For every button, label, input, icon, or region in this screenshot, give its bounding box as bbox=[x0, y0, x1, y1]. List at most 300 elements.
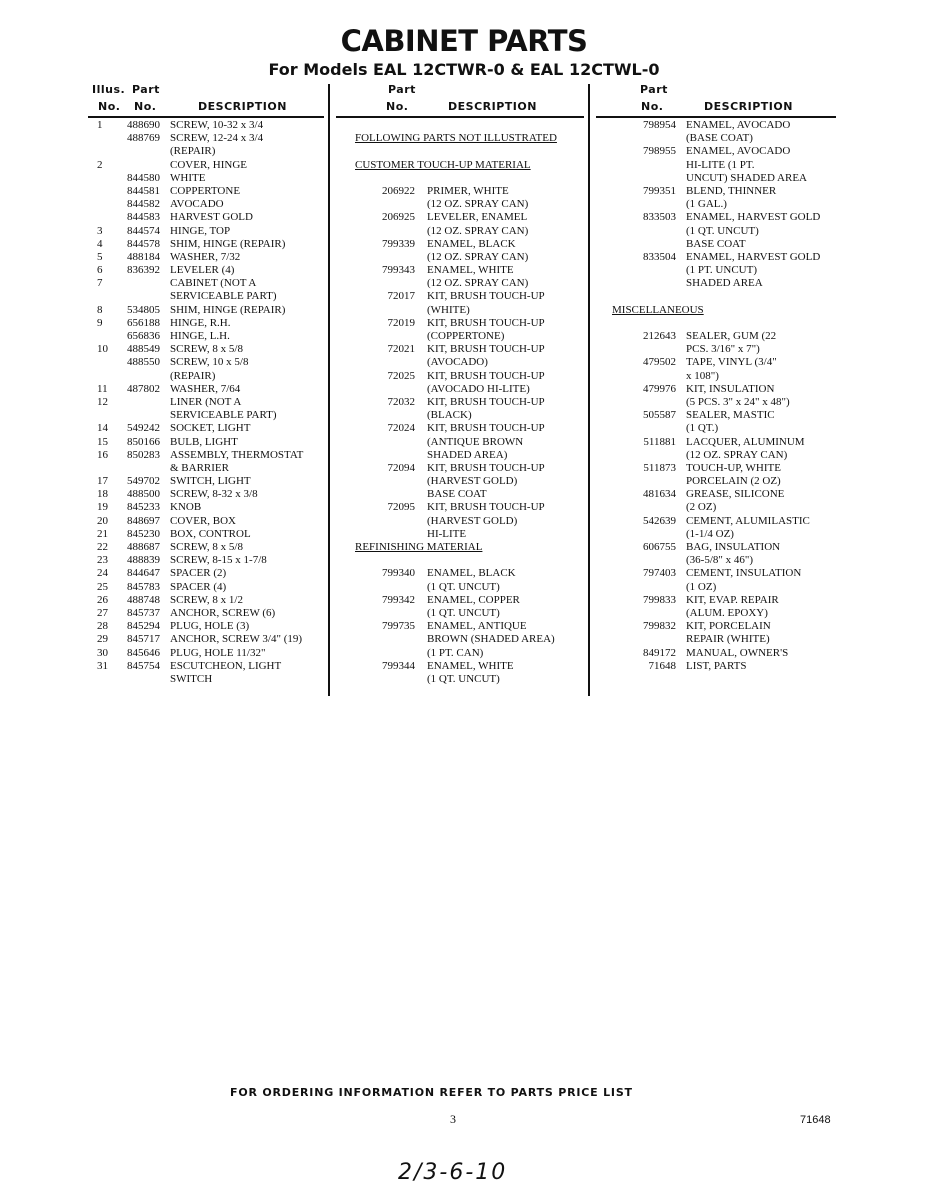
part-number: 72094 bbox=[387, 461, 415, 474]
part-row-continuation bbox=[330, 277, 588, 290]
part-row bbox=[0, 225, 328, 238]
illus-header-top: Illus. bbox=[92, 83, 126, 96]
part-description: (HARVEST GOLD) bbox=[427, 514, 518, 527]
part-row bbox=[0, 238, 328, 251]
part-number: 797403 bbox=[643, 567, 676, 580]
part-row bbox=[330, 462, 588, 475]
part-description: (1 PT. UNCUT) bbox=[686, 264, 757, 277]
part-number: 72017 bbox=[387, 290, 415, 303]
part-description: ENAMEL, HARVEST GOLD bbox=[686, 250, 821, 263]
document-code: 71648 bbox=[800, 1114, 831, 1126]
part-description: (1 GAL.) bbox=[686, 198, 727, 211]
part-description: ENAMEL, BLACK bbox=[427, 567, 516, 580]
part-row bbox=[0, 119, 328, 132]
part-description: WASHER, 7/32 bbox=[170, 250, 241, 263]
part-row bbox=[0, 554, 328, 567]
part-description: CEMENT, INSULATION bbox=[686, 567, 802, 580]
part-description: (5 PCS. 3" x 24" x 48") bbox=[686, 395, 790, 408]
part-row bbox=[330, 317, 588, 330]
part-number: 848697 bbox=[127, 514, 160, 527]
part-row-continuation bbox=[590, 475, 840, 488]
part-description: KIT, BRUSH TOUCH-UP bbox=[427, 422, 545, 435]
part-row bbox=[0, 251, 328, 264]
part-description: SEALER, MASTIC bbox=[686, 409, 775, 422]
part-number: 844574 bbox=[127, 224, 160, 237]
part-row bbox=[0, 594, 328, 607]
part-description: & BARRIER bbox=[170, 461, 229, 474]
illus-number: 6 bbox=[97, 264, 103, 277]
part-row-continuation bbox=[330, 409, 588, 422]
ordering-footer: FOR ORDERING INFORMATION REFER TO PARTS PRICE LIST bbox=[230, 1086, 633, 1099]
part-row bbox=[590, 515, 840, 528]
part-description: (BLACK) bbox=[427, 409, 472, 422]
part-number: 836392 bbox=[127, 264, 160, 277]
part-row bbox=[330, 594, 588, 607]
part-description: REPAIR (WHITE) bbox=[686, 633, 770, 646]
part-number: 479502 bbox=[643, 356, 676, 369]
part-number: 488550 bbox=[127, 356, 160, 369]
part-row bbox=[330, 501, 588, 514]
part-description: HARVEST GOLD bbox=[170, 211, 253, 224]
part-number: 488839 bbox=[127, 554, 160, 567]
part-row bbox=[330, 370, 588, 383]
part-description: WHITE bbox=[170, 171, 206, 184]
parts-column-1 bbox=[0, 119, 328, 686]
part-description: (COPPERTONE) bbox=[427, 330, 505, 342]
part-description: BROWN (SHADED AREA) bbox=[427, 633, 555, 646]
part-row-continuation bbox=[330, 581, 588, 594]
part-number: 487802 bbox=[127, 382, 160, 395]
part-description: ENAMEL, BLACK bbox=[427, 237, 516, 250]
part-row bbox=[0, 449, 328, 462]
part-number: 212643 bbox=[643, 330, 676, 342]
handwritten-note: 2/3-6-10 bbox=[398, 1160, 508, 1185]
illus-number: 15 bbox=[97, 435, 108, 448]
part-row bbox=[590, 356, 840, 369]
part-description: (12 OZ. SPRAY CAN) bbox=[427, 250, 529, 263]
part-header-top: Part bbox=[640, 83, 668, 96]
part-description: LACQUER, ALUMINUM bbox=[686, 435, 805, 448]
part-row bbox=[0, 660, 328, 673]
part-description: ENAMEL, HARVEST GOLD bbox=[686, 211, 821, 224]
illus-number: 23 bbox=[97, 554, 108, 567]
part-description: SCREW, 8 x 1/2 bbox=[170, 593, 243, 606]
part-row bbox=[0, 330, 328, 343]
section-heading-text: MISCELLANEOUS bbox=[612, 303, 704, 316]
part-description: (1 OZ) bbox=[686, 580, 717, 593]
part-row bbox=[0, 488, 328, 501]
part-description: PRIMER, WHITE bbox=[427, 184, 509, 197]
part-row bbox=[590, 620, 840, 633]
part-description: KIT, BRUSH TOUCH-UP bbox=[427, 343, 545, 356]
part-description: (HARVEST GOLD) bbox=[427, 475, 518, 488]
illus-number: 24 bbox=[97, 567, 108, 580]
part-number: 844647 bbox=[127, 567, 160, 580]
illus-number: 27 bbox=[97, 606, 108, 619]
part-row bbox=[590, 409, 840, 422]
part-row bbox=[590, 594, 840, 607]
description-header: DESCRIPTION bbox=[704, 100, 793, 113]
illus-number: 20 bbox=[97, 514, 108, 527]
part-number: 488748 bbox=[127, 593, 160, 606]
part-description: SEALER, GUM (22 bbox=[686, 330, 777, 342]
part-row-continuation bbox=[330, 198, 588, 211]
header-rule bbox=[596, 116, 836, 118]
header-rule bbox=[88, 116, 324, 118]
part-row-continuation bbox=[330, 436, 588, 449]
part-description: (36-5/8" x 46") bbox=[686, 554, 754, 567]
illus-number: 2 bbox=[97, 158, 103, 171]
part-row-continuation bbox=[330, 356, 588, 369]
part-row-continuation bbox=[590, 198, 840, 211]
part-row bbox=[0, 198, 328, 211]
part-description: HINGE, R.H. bbox=[170, 316, 231, 329]
part-row-continuation bbox=[0, 462, 328, 475]
illus-number: 26 bbox=[97, 593, 108, 606]
illus-number: 19 bbox=[97, 501, 108, 514]
illus-number: 25 bbox=[97, 580, 108, 593]
illus-number: 31 bbox=[97, 659, 108, 672]
part-row-continuation bbox=[590, 159, 840, 172]
part-description: BASE COAT bbox=[686, 237, 746, 250]
part-description: LEVELER (4) bbox=[170, 264, 235, 277]
part-description: (12 OZ. SPRAY CAN) bbox=[427, 198, 529, 211]
part-number: 799351 bbox=[643, 184, 676, 197]
part-header-bottom: No. bbox=[641, 100, 664, 113]
part-number: 799340 bbox=[382, 567, 415, 580]
part-row bbox=[0, 607, 328, 620]
part-number: 488549 bbox=[127, 343, 160, 356]
part-row bbox=[0, 475, 328, 488]
part-description: KIT, BRUSH TOUCH-UP bbox=[427, 316, 545, 329]
illus-number: 11 bbox=[97, 382, 108, 395]
part-row-continuation bbox=[330, 673, 588, 686]
part-description: SOCKET, LIGHT bbox=[170, 422, 251, 435]
part-number: 479976 bbox=[643, 382, 676, 395]
part-number: 845783 bbox=[127, 580, 160, 593]
part-row bbox=[0, 132, 328, 145]
part-number: 488690 bbox=[127, 119, 160, 131]
part-number: 488184 bbox=[127, 250, 160, 263]
part-description: SPACER (4) bbox=[170, 580, 227, 593]
part-row bbox=[0, 317, 328, 330]
part-description: KIT, BRUSH TOUCH-UP bbox=[427, 290, 545, 303]
part-row bbox=[590, 436, 840, 449]
part-number: 511873 bbox=[643, 461, 676, 474]
part-row bbox=[0, 304, 328, 317]
part-description: (1-1/4 OZ) bbox=[686, 527, 734, 540]
part-row bbox=[330, 211, 588, 224]
part-row-continuation bbox=[330, 515, 588, 528]
part-row bbox=[330, 660, 588, 673]
part-row bbox=[0, 633, 328, 646]
part-row bbox=[590, 488, 840, 501]
part-number: 72024 bbox=[387, 422, 415, 435]
part-header-top: Part bbox=[388, 83, 416, 96]
spacer bbox=[330, 119, 588, 132]
part-header-bottom: No. bbox=[134, 100, 157, 113]
part-row bbox=[590, 383, 840, 396]
illus-number: 14 bbox=[97, 422, 108, 435]
part-number: 72025 bbox=[387, 369, 415, 382]
spacer bbox=[330, 172, 588, 185]
part-description: KIT, EVAP. REPAIR bbox=[686, 593, 779, 606]
part-row bbox=[330, 620, 588, 633]
part-row bbox=[330, 264, 588, 277]
illus-number: 4 bbox=[97, 237, 103, 250]
illus-number: 17 bbox=[97, 475, 108, 488]
section-heading-text: FOLLOWING PARTS NOT ILLUSTRATED bbox=[355, 132, 557, 145]
part-row bbox=[590, 647, 840, 660]
part-row-continuation bbox=[590, 343, 840, 356]
part-row-continuation bbox=[330, 330, 588, 343]
part-row-continuation bbox=[330, 383, 588, 396]
section-heading bbox=[590, 304, 840, 317]
part-description: TAPE, VINYL (3/4" bbox=[686, 356, 777, 369]
illus-number: 16 bbox=[97, 448, 108, 461]
part-number: 798955 bbox=[643, 145, 676, 158]
part-description: SERVICEABLE PART) bbox=[170, 290, 277, 303]
part-number: 844580 bbox=[127, 171, 160, 184]
spacer bbox=[330, 145, 588, 158]
part-description: MANUAL, OWNER'S bbox=[686, 646, 789, 659]
part-description: KIT, PORCELAIN bbox=[686, 620, 771, 633]
part-number: 71648 bbox=[648, 659, 676, 672]
part-row-continuation bbox=[590, 370, 840, 383]
part-description: SPACER (2) bbox=[170, 567, 227, 580]
part-row-continuation bbox=[590, 633, 840, 646]
section-heading-text: REFINISHING MATERIAL bbox=[355, 541, 483, 553]
part-description: COVER, BOX bbox=[170, 514, 237, 527]
part-row bbox=[0, 396, 328, 409]
part-description: PORCELAIN (2 OZ) bbox=[686, 475, 781, 488]
illus-number: 10 bbox=[97, 343, 108, 356]
part-description: ENAMEL, AVOCADO bbox=[686, 119, 791, 131]
part-row bbox=[0, 159, 328, 172]
part-description: (REPAIR) bbox=[170, 369, 216, 382]
part-number: 505587 bbox=[643, 409, 676, 422]
part-description: LINER (NOT A bbox=[170, 395, 242, 408]
part-description: SHADED AREA) bbox=[427, 448, 508, 461]
part-description: COPPERTONE bbox=[170, 184, 241, 197]
part-number: 799342 bbox=[382, 593, 415, 606]
part-row bbox=[0, 185, 328, 198]
part-row-continuation bbox=[590, 225, 840, 238]
part-description: HI-LITE (1 PT. bbox=[686, 158, 755, 171]
part-number: 656188 bbox=[127, 316, 160, 329]
part-description: ASSEMBLY, THERMOSTAT bbox=[170, 448, 304, 461]
part-description: SHIM, HINGE (REPAIR) bbox=[170, 303, 286, 316]
part-description: (ALUM. EPOXY) bbox=[686, 606, 768, 619]
part-row-continuation bbox=[590, 132, 840, 145]
part-row bbox=[0, 264, 328, 277]
description-header: DESCRIPTION bbox=[448, 100, 537, 113]
part-description: PLUG, HOLE 11/32" bbox=[170, 646, 266, 659]
part-row bbox=[0, 581, 328, 594]
part-row bbox=[0, 501, 328, 514]
part-description: BLEND, THINNER bbox=[686, 184, 777, 197]
part-row bbox=[330, 290, 588, 303]
part-row bbox=[590, 211, 840, 224]
part-row bbox=[590, 462, 840, 475]
part-row-continuation bbox=[590, 554, 840, 567]
part-row-continuation bbox=[0, 290, 328, 303]
part-description: (WHITE) bbox=[427, 303, 470, 316]
part-row-continuation bbox=[330, 528, 588, 541]
part-number: 845754 bbox=[127, 659, 160, 672]
part-row-continuation bbox=[330, 633, 588, 646]
part-header-top: Part bbox=[132, 83, 160, 96]
part-description: SCREW, 10-32 x 3/4 bbox=[170, 119, 264, 131]
part-description: ENAMEL, AVOCADO bbox=[686, 145, 791, 158]
part-number: 845646 bbox=[127, 646, 160, 659]
part-number: 206925 bbox=[382, 211, 415, 224]
part-number: 549242 bbox=[127, 422, 160, 435]
part-number: 72032 bbox=[387, 395, 415, 408]
part-description: (2 OZ) bbox=[686, 501, 717, 514]
part-description: SERVICEABLE PART) bbox=[170, 409, 277, 422]
part-description: SCREW, 8 x 5/8 bbox=[170, 343, 243, 356]
part-description: HI-LITE bbox=[427, 527, 467, 540]
part-row-continuation bbox=[590, 501, 840, 514]
section-heading bbox=[330, 159, 588, 172]
spacer bbox=[330, 554, 588, 567]
part-description: BASE COAT bbox=[427, 488, 487, 501]
part-description: ENAMEL, ANTIQUE bbox=[427, 620, 527, 633]
page-title: CABINET PARTS bbox=[340, 24, 588, 58]
part-row-continuation bbox=[590, 396, 840, 409]
part-number: 850166 bbox=[127, 435, 160, 448]
part-description: SWITCH bbox=[170, 672, 213, 685]
part-description: CABINET (NOT A bbox=[170, 277, 257, 290]
part-description: KIT, BRUSH TOUCH-UP bbox=[427, 369, 545, 382]
part-row bbox=[590, 541, 840, 554]
part-row-continuation bbox=[330, 449, 588, 462]
part-number: 481634 bbox=[643, 488, 676, 501]
part-number: 845737 bbox=[127, 606, 160, 619]
part-row bbox=[590, 660, 840, 673]
part-number: 844583 bbox=[127, 211, 160, 224]
part-row-continuation bbox=[330, 251, 588, 264]
part-row bbox=[0, 343, 328, 356]
part-number: 833503 bbox=[643, 211, 676, 224]
part-description: SHIM, HINGE (REPAIR) bbox=[170, 237, 286, 250]
part-description: (AVOCADO) bbox=[427, 356, 488, 369]
part-row bbox=[0, 356, 328, 369]
illus-number: 29 bbox=[97, 633, 108, 646]
part-number: 799832 bbox=[643, 620, 676, 633]
part-description: SCREW, 8-32 x 3/8 bbox=[170, 488, 258, 501]
illus-number: 30 bbox=[97, 646, 108, 659]
part-number: 798954 bbox=[643, 119, 676, 131]
part-row bbox=[0, 277, 328, 290]
part-row bbox=[0, 422, 328, 435]
part-description: BOX, CONTROL bbox=[170, 527, 251, 540]
part-description: HINGE, TOP bbox=[170, 224, 231, 237]
illus-number: 21 bbox=[97, 527, 108, 540]
part-row bbox=[0, 567, 328, 580]
part-description: SHADED AREA bbox=[686, 277, 763, 290]
part-number: 844581 bbox=[127, 184, 160, 197]
part-number: 845230 bbox=[127, 527, 160, 540]
part-description: ENAMEL, WHITE bbox=[427, 659, 514, 672]
illus-number: 9 bbox=[97, 316, 103, 329]
part-description: PCS. 3/16" x 7") bbox=[686, 343, 760, 356]
part-row bbox=[0, 541, 328, 554]
part-description: (BASE COAT) bbox=[686, 132, 753, 145]
part-description: SWITCH, LIGHT bbox=[170, 475, 251, 488]
part-number: 549702 bbox=[127, 475, 160, 488]
part-row-continuation bbox=[590, 449, 840, 462]
part-number: 72019 bbox=[387, 316, 415, 329]
part-row-continuation bbox=[590, 172, 840, 185]
part-row-continuation bbox=[0, 145, 328, 158]
illus-number: 7 bbox=[97, 277, 103, 290]
part-description: SCREW, 10 x 5/8 bbox=[170, 356, 249, 369]
spacer bbox=[590, 317, 840, 330]
illus-number: 3 bbox=[97, 224, 103, 237]
part-row bbox=[0, 515, 328, 528]
part-description: HINGE, L.H. bbox=[170, 330, 230, 342]
part-row-continuation bbox=[330, 304, 588, 317]
part-description: BULB, LIGHT bbox=[170, 435, 238, 448]
page-number: 3 bbox=[450, 1112, 456, 1126]
part-row bbox=[330, 396, 588, 409]
part-number: 845233 bbox=[127, 501, 160, 514]
part-number: 606755 bbox=[643, 541, 676, 553]
part-row bbox=[330, 238, 588, 251]
section-heading bbox=[330, 541, 588, 554]
illus-number: 28 bbox=[97, 620, 108, 633]
part-row-continuation bbox=[590, 422, 840, 435]
part-description: (1 QT. UNCUT) bbox=[686, 224, 759, 237]
part-row bbox=[590, 119, 840, 132]
part-description: ANCHOR, SCREW (6) bbox=[170, 606, 276, 619]
part-number: 850283 bbox=[127, 448, 160, 461]
part-description: KIT, INSULATION bbox=[686, 382, 775, 395]
part-number: 488769 bbox=[127, 132, 160, 145]
part-description: WASHER, 7/64 bbox=[170, 382, 241, 395]
part-description: UNCUT) SHADED AREA bbox=[686, 171, 807, 184]
part-number: 656836 bbox=[127, 330, 160, 342]
part-row-continuation bbox=[590, 264, 840, 277]
part-description: AVOCADO bbox=[170, 198, 224, 211]
part-description: (1 PT. CAN) bbox=[427, 646, 484, 659]
part-row-continuation bbox=[330, 225, 588, 238]
part-description: (1 QT.) bbox=[686, 422, 719, 435]
part-row bbox=[590, 251, 840, 264]
part-number: 844582 bbox=[127, 198, 160, 211]
part-description: (12 OZ. SPRAY CAN) bbox=[686, 448, 788, 461]
part-description: CEMENT, ALUMILASTIC bbox=[686, 514, 810, 527]
part-row-continuation bbox=[330, 488, 588, 501]
part-row bbox=[590, 145, 840, 158]
part-row bbox=[0, 383, 328, 396]
part-description: BAG, INSULATION bbox=[686, 541, 781, 553]
part-description: LEVELER, ENAMEL bbox=[427, 211, 528, 224]
part-description: SCREW, 8-15 x 1-7/8 bbox=[170, 554, 267, 567]
part-description: (1 QT. UNCUT) bbox=[427, 606, 500, 619]
part-description: (ANTIQUE BROWN bbox=[427, 435, 524, 448]
part-row bbox=[0, 436, 328, 449]
part-description: TOUCH-UP, WHITE bbox=[686, 461, 781, 474]
part-row bbox=[590, 185, 840, 198]
part-row bbox=[0, 528, 328, 541]
part-row bbox=[330, 343, 588, 356]
part-row-continuation bbox=[330, 475, 588, 488]
illus-number: 5 bbox=[97, 250, 103, 263]
section-heading bbox=[330, 132, 588, 145]
